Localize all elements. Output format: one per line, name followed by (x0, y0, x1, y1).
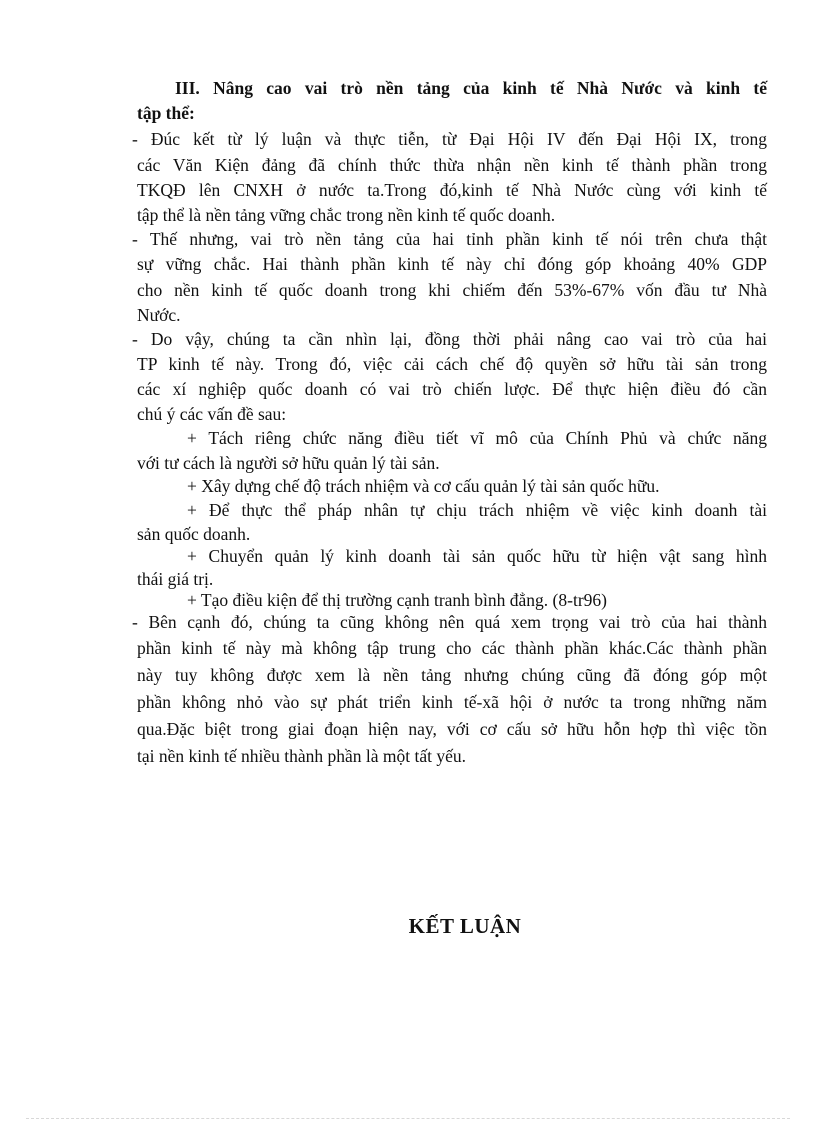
list-item: + Tạo điều kiện để thị trường cạnh tranh bình đẳng. (8-tr96) (187, 590, 607, 610)
paragraph-line: các Văn Kiện đảng đã chính thức thừa nhận nền kinh tế thành phần trong (137, 155, 767, 175)
list-item: + Xây dựng chế độ trách nhiệm và cơ cấu quản lý tài sản quốc hữu. (187, 476, 660, 496)
paragraph-line: tập thể là nền tảng vững chắc trong nền kinh tế quốc doanh. (137, 205, 556, 225)
section-heading: III. Nâng cao vai trò nền tảng của kinh tế Nhà Nước và kinh tế (175, 78, 767, 98)
paragraph-line: này tuy không được xem là nền tảng nhưng chúng cũng đã đóng góp một (137, 665, 767, 685)
list-item-cont: với tư cách là người sở hữu quản lý tài sản. (137, 453, 440, 473)
conclusion-heading: KẾT LUẬN (408, 914, 522, 938)
page-bottom-divider (26, 1118, 790, 1119)
list-item-cont: sản quốc doanh. (137, 524, 251, 544)
paragraph-line: tại nền kinh tế nhiều thành phần là một tất yếu. (137, 746, 467, 766)
paragraph-line: - Thế nhưng, vai trò nền tảng của hai tỉnh phần kinh tế nói trên chưa thật (132, 229, 767, 249)
list-item: + Tách riêng chức năng điều tiết vĩ mô của Chính Phủ và chức năng (187, 428, 767, 448)
paragraph-line: các xí nghiệp quốc doanh có vai trò chiến lược. Để thực hiện điều đó cần (137, 379, 767, 399)
list-item-cont: thái giá trị. (137, 569, 214, 589)
paragraph-line: cho nền kinh tế quốc doanh trong khi chiếm đến 53%-67% vốn đầu tư Nhà (137, 280, 767, 300)
paragraph-line: Nước. (137, 305, 181, 325)
list-item: + Để thực thể pháp nhân tự chịu trách nhiệm về việc kinh doanh tài (187, 500, 767, 520)
paragraph-line: TP kinh tế này. Trong đó, việc cải cách chế độ quyền sở hữu tài sản trong (137, 354, 767, 374)
paragraph-line: phần không nhỏ vào sự phát triển kinh tế-xã hội ở nước ta trong những năm (137, 692, 767, 712)
section-heading-cont: tập thể: (137, 103, 195, 123)
paragraph-line: sự vững chắc. Hai thành phần kinh tế này chỉ đóng góp khoảng 40% GDP (137, 254, 767, 274)
paragraph-line: chú ý các vấn đề sau: (137, 404, 287, 424)
list-item: + Chuyển quản lý kinh doanh tài sản quốc hữu từ hiện vật sang hình (187, 546, 767, 566)
paragraph-line: - Do vậy, chúng ta cần nhìn lại, đồng thời phải nâng cao vai trò của hai (132, 329, 767, 349)
paragraph-line: - Đúc kết từ lý luận và thực tiễn, từ Đại Hội IV đến Đại Hội IX, trong (132, 129, 767, 149)
paragraph-line: phần kinh tế này mà không tập trung cho các thành phần khác.Các thành phần (137, 638, 767, 658)
paragraph-line: TKQĐ lên CNXH ở nước ta.Trong đó,kinh tế Nhà Nước cùng với kinh tế (137, 180, 767, 200)
paragraph-line: - Bên cạnh đó, chúng ta cũng không nên quá xem trọng vai trò của hai thành (132, 612, 767, 632)
paragraph-line: qua.Đặc biệt trong giai đoạn hiện nay, với cơ cấu sở hữu hỗn hợp thì việc tồn (137, 719, 767, 739)
